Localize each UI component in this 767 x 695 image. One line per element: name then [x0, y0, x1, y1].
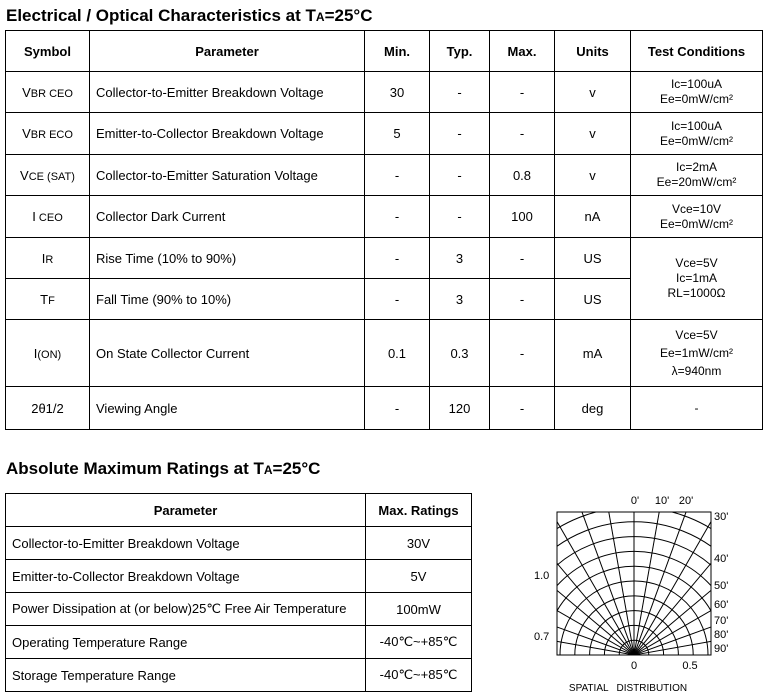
rating-cell: 5V [366, 560, 472, 593]
typ-cell: - [430, 196, 490, 238]
angle-label-70: 70' [714, 615, 729, 627]
conditions-cell: Vce=5V Ic=1mA RL=1000Ω [631, 238, 763, 320]
units-cell: v [555, 72, 631, 113]
symbol-cell: TF [6, 279, 90, 320]
rating-cell: -40℃~+85℃ [366, 626, 472, 659]
table-row [6, 155, 763, 196]
conditions-cell: Ic=100uA Ee=0mW/cm² [631, 113, 763, 155]
parameter-cell: Viewing Angle [90, 387, 365, 430]
typ-cell: - [430, 72, 490, 113]
min-cell: 5 [365, 113, 430, 155]
parameter-cell: Collector-to-Emitter Breakdown Voltage [90, 72, 365, 113]
col-symbol: Symbol [6, 31, 90, 72]
table-row [6, 320, 763, 387]
symbol-cell: VBR ECO [6, 113, 90, 155]
angle-label-30: 30' [714, 511, 729, 523]
min-cell: 0.1 [365, 320, 430, 387]
conditions-cell: Vce=5V Ee=1mW/cm² λ=940nm [631, 320, 763, 387]
max-cell: - [490, 387, 555, 430]
typ-cell: 3 [430, 238, 490, 279]
max-cell: - [490, 238, 555, 279]
typ-cell: 3 [430, 279, 490, 320]
col-min: Min. [365, 31, 430, 72]
col-parameter: Parameter [90, 31, 365, 72]
units-cell: v [555, 113, 631, 155]
table-row [6, 527, 472, 560]
parameter-cell: Fall Time (90% to 10%) [90, 279, 365, 320]
angle-label-10: 10' [654, 495, 670, 507]
grid-radial-line [634, 490, 762, 655]
rating-cell: 100mW [366, 593, 472, 626]
angle-label-0: 0' [630, 495, 640, 507]
min-cell: - [365, 238, 430, 279]
table-row [6, 659, 472, 692]
parameter-cell: Collector Dark Current [90, 196, 365, 238]
units-cell: v [555, 155, 631, 196]
grid-radial-line [634, 490, 710, 655]
absolute-maximum-ratings-table [5, 493, 472, 692]
min-cell: - [365, 279, 430, 320]
typ-cell: 0.3 [430, 320, 490, 387]
conditions-cell: - [631, 387, 763, 430]
units-cell: deg [555, 387, 631, 430]
table-row [6, 387, 763, 430]
typ-cell: - [430, 113, 490, 155]
table-row [6, 72, 763, 113]
rating-cell: -40℃~+85℃ [366, 659, 472, 692]
parameter-cell: Collector-to-Emitter Breakdown Voltage [6, 527, 366, 560]
table-row [6, 593, 472, 626]
parameter-cell: Rise Time (10% to 90%) [90, 238, 365, 279]
min-cell: - [365, 387, 430, 430]
elec-title: Electrical / Optical Characteristics at TA=25°C [6, 6, 373, 25]
min-cell: - [365, 196, 430, 238]
parameter-cell: Power Dissipation at (or below)25℃ Free Air Temperature [6, 593, 366, 626]
col-parameter: Parameter [6, 494, 366, 527]
conditions-cell: Vce=10V Ee=0mW/cm² [631, 196, 763, 238]
angle-label-80: 80' [714, 629, 729, 641]
parameter-cell: Operating Temperature Range [6, 626, 366, 659]
parameter-cell: Emitter-to-Collector Breakdown Voltage [90, 113, 365, 155]
spatial-distribution-diagram [500, 490, 762, 695]
diagram-caption: SPATIAL DISTRIBUTION [568, 683, 688, 694]
symbol-cell: 2θ1/2 [6, 387, 90, 430]
angle-label-20: 20' [678, 495, 694, 507]
min-cell: - [365, 155, 430, 196]
typ-cell: - [430, 155, 490, 196]
parameter-cell: Emitter-to-Collector Breakdown Voltage [6, 560, 366, 593]
angle-label-90: 90' [714, 643, 729, 655]
scale-label-0: 0 [630, 660, 638, 672]
parameter-cell: On State Collector Current [90, 320, 365, 387]
intensity-label-1-0: 1.0 [534, 570, 550, 582]
col-test-conditions: Test Conditions [631, 31, 763, 72]
scale-label-0-5: 0.5 [682, 660, 698, 672]
angle-label-40: 40' [714, 553, 729, 565]
symbol-cell: I CEO [6, 196, 90, 238]
symbol-cell: VBR CEO [6, 72, 90, 113]
conditions-cell: Ic=100uA Ee=0mW/cm² [631, 72, 763, 113]
table-header-row [6, 31, 763, 72]
angle-label-60: 60' [714, 599, 729, 611]
units-cell: US [555, 238, 631, 279]
max-cell: 100 [490, 196, 555, 238]
parameter-cell: Storage Temperature Range [6, 659, 366, 692]
abs-title: Absolute Maximum Ratings at TA=25°C [6, 459, 321, 478]
table-row [6, 196, 763, 238]
conditions-cell: Ic=2mA Ee=20mW/cm² [631, 155, 763, 196]
max-cell: - [490, 72, 555, 113]
max-cell: - [490, 113, 555, 155]
units-cell: mA [555, 320, 631, 387]
col-max: Max. [490, 31, 555, 72]
max-cell: - [490, 320, 555, 387]
rating-cell: 30V [366, 527, 472, 560]
symbol-cell: IR [6, 238, 90, 279]
symbol-cell: VCE (SAT) [6, 155, 90, 196]
table-row [6, 560, 472, 593]
col-units: Units [555, 31, 631, 72]
angle-label-50: 50' [714, 580, 729, 592]
table-row [6, 113, 763, 155]
table-row [6, 626, 472, 659]
typ-cell: 120 [430, 387, 490, 430]
units-cell: nA [555, 196, 631, 238]
min-cell: 30 [365, 72, 430, 113]
symbol-cell: I(ON) [6, 320, 90, 387]
intensity-label-0-7: 0.7 [534, 631, 550, 643]
col-typ: Typ. [430, 31, 490, 72]
table-row [6, 238, 763, 279]
parameter-cell: Collector-to-Emitter Saturation Voltage [90, 155, 365, 196]
table-header-row [6, 494, 472, 527]
electrical-characteristics-table [5, 30, 763, 430]
max-cell: - [490, 279, 555, 320]
col-max-ratings: Max. Ratings [366, 494, 472, 527]
units-cell: US [555, 279, 631, 320]
grid-radial-line [558, 490, 634, 655]
max-cell: 0.8 [490, 155, 555, 196]
